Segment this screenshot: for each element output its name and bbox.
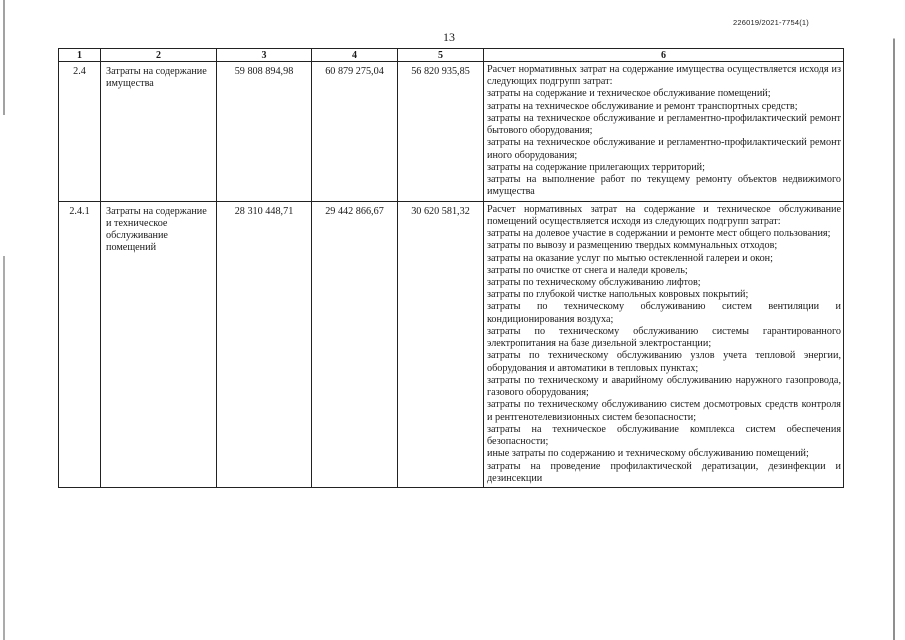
column-header: 1 [59,49,101,62]
amount-cell: 56 820 935,85 [398,62,484,202]
amount-cell: 59 808 894,98 [217,62,312,202]
description-item: затраты по вывозу и размещению твердых коммунальных отходов; [487,240,778,252]
scan-edge-right [893,0,895,640]
description-item: затраты на выполнение работ по текущему ремонту объектов недвижимого имущества [487,174,841,198]
column-header: 6 [484,49,844,62]
description-item: затраты на содержание и техническое обслуживание помещений; [487,88,771,100]
description-item: затраты по техническому обслуживанию систем досмотровых средств контроля и рентгенотелевизионных систем безопасности; [487,399,841,423]
row-number: 2.4.1 [59,201,101,487]
amount-cell: 60 879 275,04 [312,62,398,202]
description-item: затраты на содержание прилегающих территорий; [487,161,705,173]
table-row [59,201,844,487]
column-header: 4 [312,49,398,62]
document-number: 226019/2021-7754(1) [733,18,809,27]
description-item: затраты по техническому обслуживанию систем вентиляции и кондиционирования воздуха; [487,301,841,325]
row-number: 2.4 [59,62,101,202]
description-cell [484,201,844,487]
amount-cell: 28 310 448,71 [217,201,312,487]
description-item: затраты по техническому и аварийному обслуживанию наружного газопровода, газового оборудования; [487,374,841,399]
row-name: Затраты на содержание имущества [101,62,217,202]
scan-edge-left [3,0,5,640]
description-item: Расчет нормативных затрат на содержание и техническое обслуживание помещений осуществляется исходя из следующих подгрупп затрат: [487,203,841,227]
column-header: 3 [217,49,312,62]
description-item: затраты на техническое обслуживание комплекса систем обеспечения безопасности; [487,423,841,448]
description-item: затраты по техническому обслуживанию системы гарантированного электропитания на базе дизельной электростанции; [487,325,841,350]
description-item: затраты на оказание услуг по мытью остекленной галереи и окон; [487,252,773,264]
description-item: затраты по техническому обслуживанию узлов учета тепловой энергии, оборудования и автоматики в тепловых пунктах; [487,350,841,374]
description-item: Расчет нормативных затрат на содержание имущества осуществляется исходя из следующих подгрупп затрат: [487,64,841,88]
table-header-row [59,49,844,62]
description-cell [484,62,844,202]
description-item: затраты на техническое обслуживание и регламентно-профилактический ремонт иного оборудования; [487,137,841,161]
amount-cell: 30 620 581,32 [398,201,484,487]
page-number: 13 [443,30,455,44]
description-item: затраты по глубокой чистке напольных ковровых покрытий; [487,289,749,301]
description-item: затраты на долевое участие в содержании и ремонте мест общего пользования; [487,228,831,240]
description-item: иные затраты по содержанию и техническому обслуживанию помещений; [487,448,809,460]
description-item: затраты по техническому обслуживанию лифтов; [487,276,701,288]
row-name: Затраты на содержание и техническое обслуживание помещений [101,201,217,487]
table-row [59,62,844,202]
description-item: затраты на проведение профилактической дератизации, дезинфекции и дезинсекции [487,460,841,484]
cost-table [58,48,844,488]
amount-cell: 29 442 866,67 [312,201,398,487]
column-header: 5 [398,49,484,62]
column-header: 2 [101,49,217,62]
description-item: затраты на техническое обслуживание и ремонт транспортных средств; [487,100,798,112]
description-item: затраты на техническое обслуживание и регламентно-профилактический ремонт бытового оборудования; [487,112,841,137]
description-item: затраты по очистке от снега и наледи кровель; [487,264,688,276]
